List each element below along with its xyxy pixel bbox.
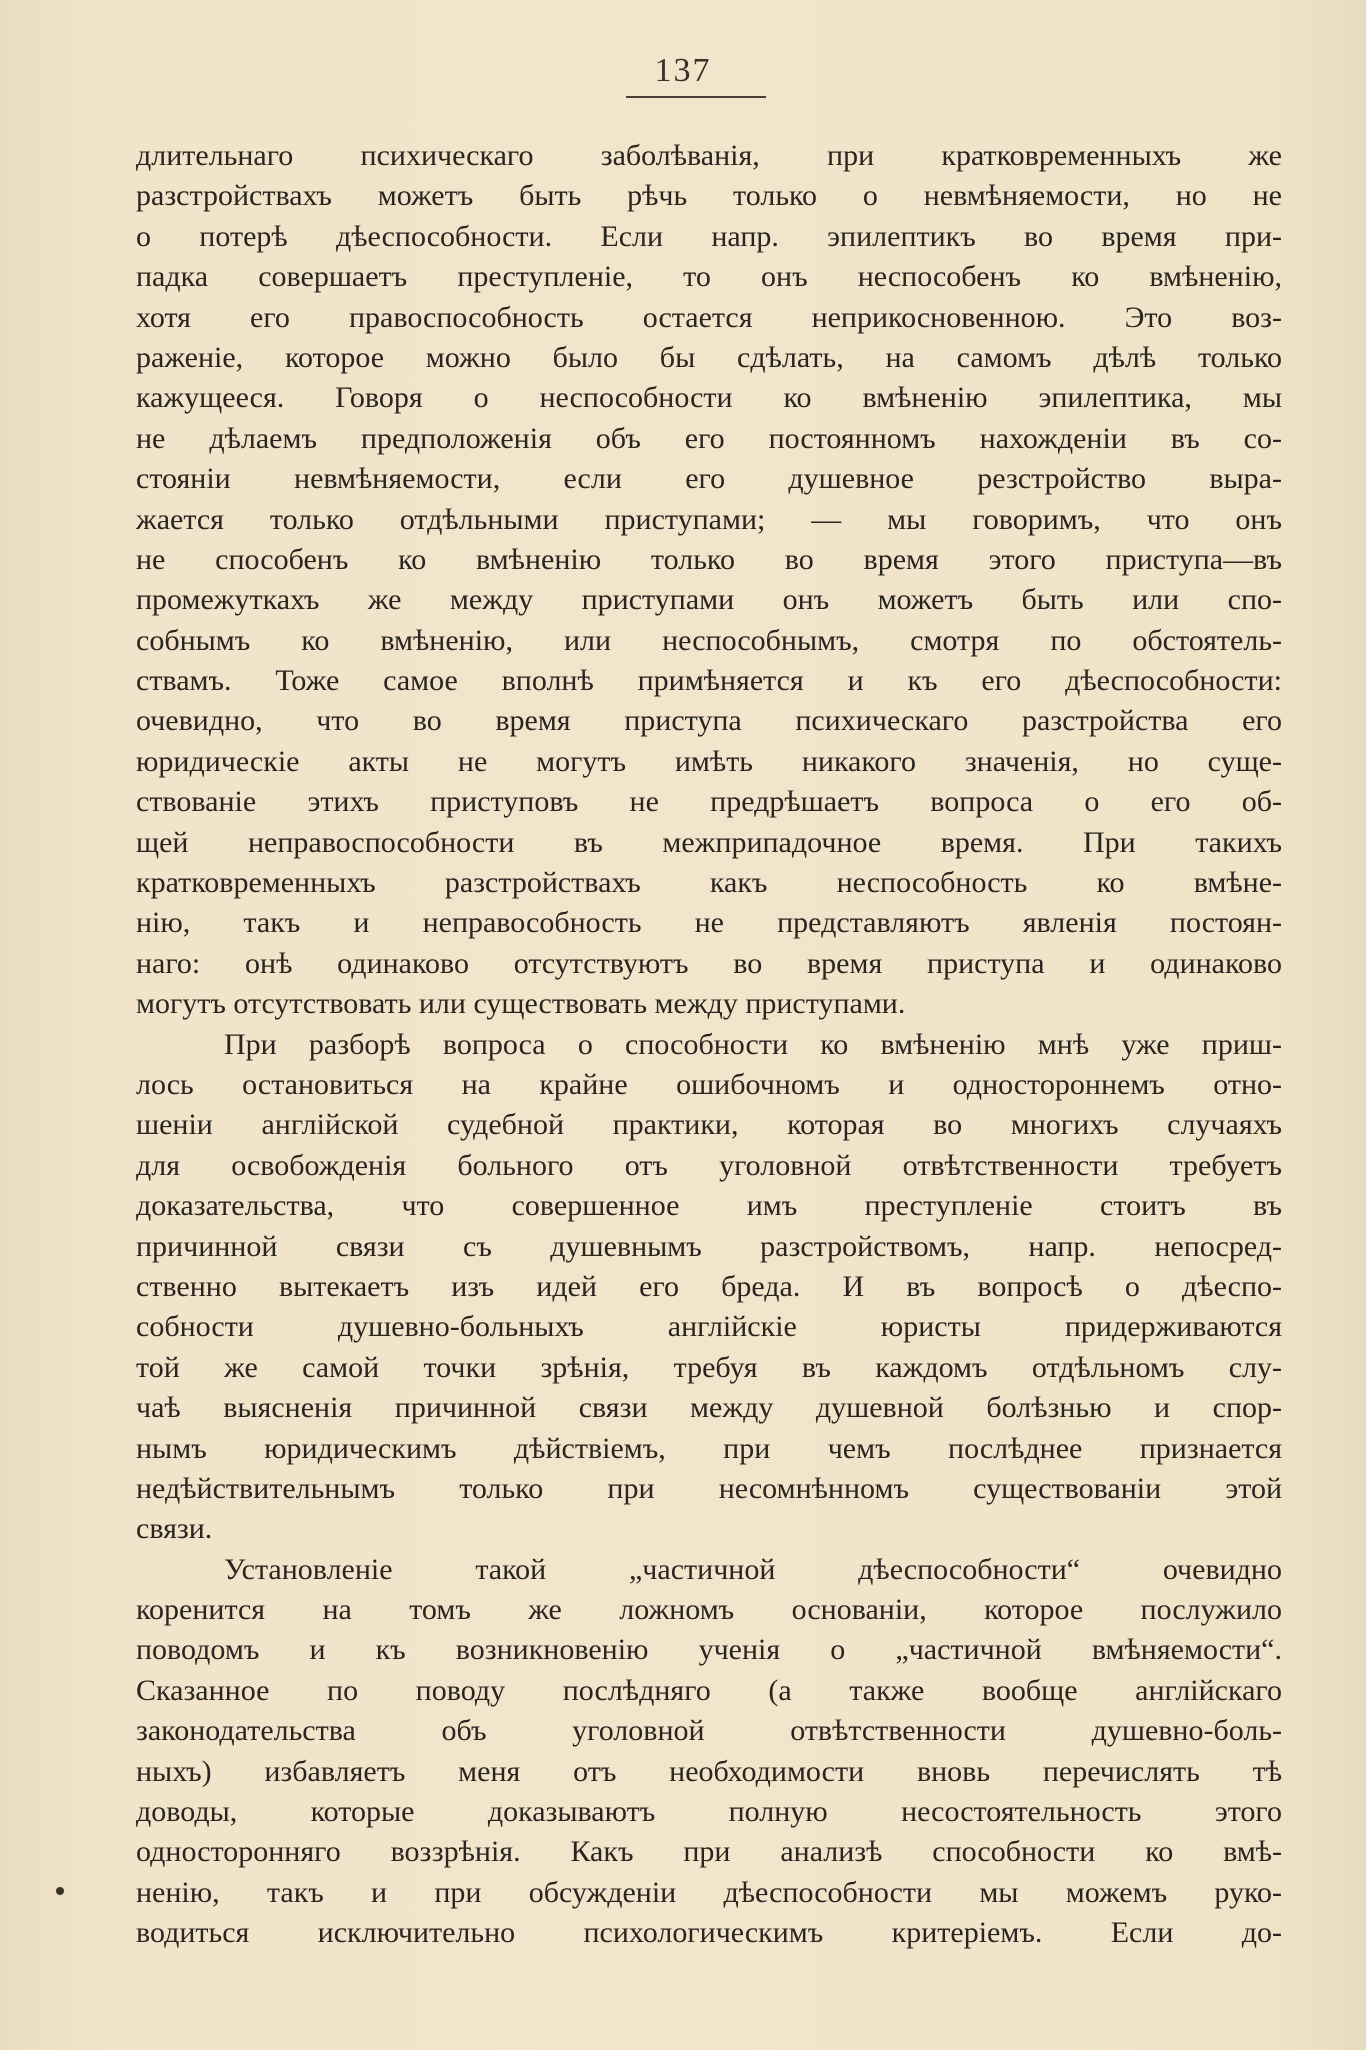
text-line: Установленіе такой „частичной дѣеспособности“ очевидно (224, 1552, 1282, 1586)
text-line: коренится на томъ же ложномъ основаніи, которое послужило (136, 1593, 1282, 1627)
text-line: могутъ отсутствовать или существовать между приступами. (136, 987, 906, 1021)
body-text (136, 136, 1282, 1954)
text-line: При разборѣ вопроса о способности ко вмѣненію мнѣ уже приш- (224, 1027, 1282, 1061)
text-line: промежуткахъ же между приступами онъ можетъ быть или спо- (136, 583, 1282, 617)
text-line: щей неправоспособности въ межприпадочное время. При такихъ (136, 825, 1282, 859)
text-line: для освобожденія больного отъ уголовной отвѣтственности требуетъ (136, 1148, 1282, 1182)
text-line: водиться исключительно психологическимъ критеріемъ. Если до- (136, 1916, 1282, 1950)
text-line: собности душевно-больныхъ англійскіе юристы придерживаются (136, 1310, 1282, 1344)
text-line: доказательства, что совершенное имъ преступленіе стоитъ въ (136, 1189, 1282, 1223)
text-line: ствамъ. Тоже самое вполнѣ примѣняется и къ его дѣеспособности: (136, 664, 1282, 698)
text-line: недѣйствительнымъ только при несомнѣнномъ существованіи этой (136, 1471, 1282, 1505)
text-line: поводомъ и къ возникновенію ученія о „частичной вмѣняемости“. (136, 1633, 1282, 1667)
text-line: лось остановиться на крайне ошибочномъ и одностороннемъ отно- (136, 1067, 1282, 1101)
text-line: связи. (136, 1512, 213, 1546)
text-line: хотя его правоспособность остается неприкосновенною. Это воз- (136, 300, 1282, 334)
text-line: Сказанное по поводу послѣдняго (а также вообще англійскаго (136, 1673, 1282, 1707)
text-line: не дѣлаемъ предположенія объ его постоянномъ нахожденіи въ со- (136, 421, 1282, 455)
text-line: ственно вытекаетъ изъ идей его бреда. И въ вопросѣ о дѣеспо- (136, 1269, 1282, 1303)
text-line: нымъ юридическимъ дѣйствіемъ, при чемъ послѣднее признается (136, 1431, 1282, 1465)
text-line: кажущееся. Говоря о неспособности ко вмѣненію эпилептика, мы (136, 381, 1282, 415)
text-line: разстройствахъ можетъ быть рѣчь только о невмѣняемости, но не (136, 179, 1282, 213)
text-line: не способенъ ко вмѣненію только во время этого приступа—въ (136, 542, 1282, 576)
text-line: чаѣ выясненія причинной связи между душевной болѣзнью и спор- (136, 1391, 1282, 1425)
text-line: причинной связи съ душевнымъ разстройствомъ, напр. непосред- (136, 1229, 1282, 1263)
text-line: о потерѣ дѣеспособности. Если напр. эпилептикъ во время при- (136, 219, 1282, 253)
text-line: односторонняго воззрѣнія. Какъ при анализѣ способности ко вмѣ- (136, 1835, 1282, 1869)
text-line: той же самой точки зрѣнія, требуя въ каждомъ отдѣльномъ слу- (136, 1350, 1282, 1384)
page-number-rule (626, 96, 766, 98)
text-line: нію, такъ и неправособность не представляютъ явленія постоян- (136, 906, 1282, 940)
text-line: падка совершаетъ преступленіе, то онъ неспособенъ ко вмѣненію, (136, 260, 1282, 294)
text-line: стояніи невмѣняемости, если его душевное резстройство выра- (136, 462, 1282, 496)
text-line: шеніи англійской судебной практики, которая во многихъ случаяхъ (136, 1108, 1282, 1142)
text-line: жается только отдѣльными приступами; — мы говоримъ, что онъ (136, 502, 1282, 536)
text-line: кратковременныхъ разстройствахъ какъ неспособность ко вмѣне- (136, 866, 1282, 900)
text-line: раженіе, которое можно было бы сдѣлать, на самомъ дѣлѣ только (136, 340, 1282, 374)
text-line: законодательства объ уголовной отвѣтственности душевно-боль- (136, 1714, 1282, 1748)
text-line: ныхъ) избавляетъ меня отъ необходимости вновь перечислять тѣ (136, 1754, 1282, 1788)
text-line: длительнаго психическаго заболѣванія, при кратковременныхъ же (136, 139, 1282, 172)
text-line: юридическіе акты не могутъ имѣть никакого значенія, но суще- (136, 744, 1282, 778)
page-number: 137 (654, 52, 712, 89)
text-line: наго: онѣ одинаково отсутствуютъ во время приступа и одинаково (136, 946, 1282, 980)
text-line: собнымъ ко вмѣненію, или неспособнымъ, смотря по обстоятель- (136, 623, 1282, 657)
text-line: ненію, такъ и при обсужденіи дѣеспособности мы можемъ руко- (136, 1875, 1282, 1909)
text-line: доводы, которые доказываютъ полную несостоятельность этого (136, 1795, 1282, 1829)
ink-speck (56, 1887, 64, 1895)
text-line: ствованіе этихъ приступовъ не предрѣшаетъ вопроса о его об- (136, 785, 1282, 819)
text-line: очевидно, что во время приступа психическаго разстройства его (136, 704, 1282, 738)
